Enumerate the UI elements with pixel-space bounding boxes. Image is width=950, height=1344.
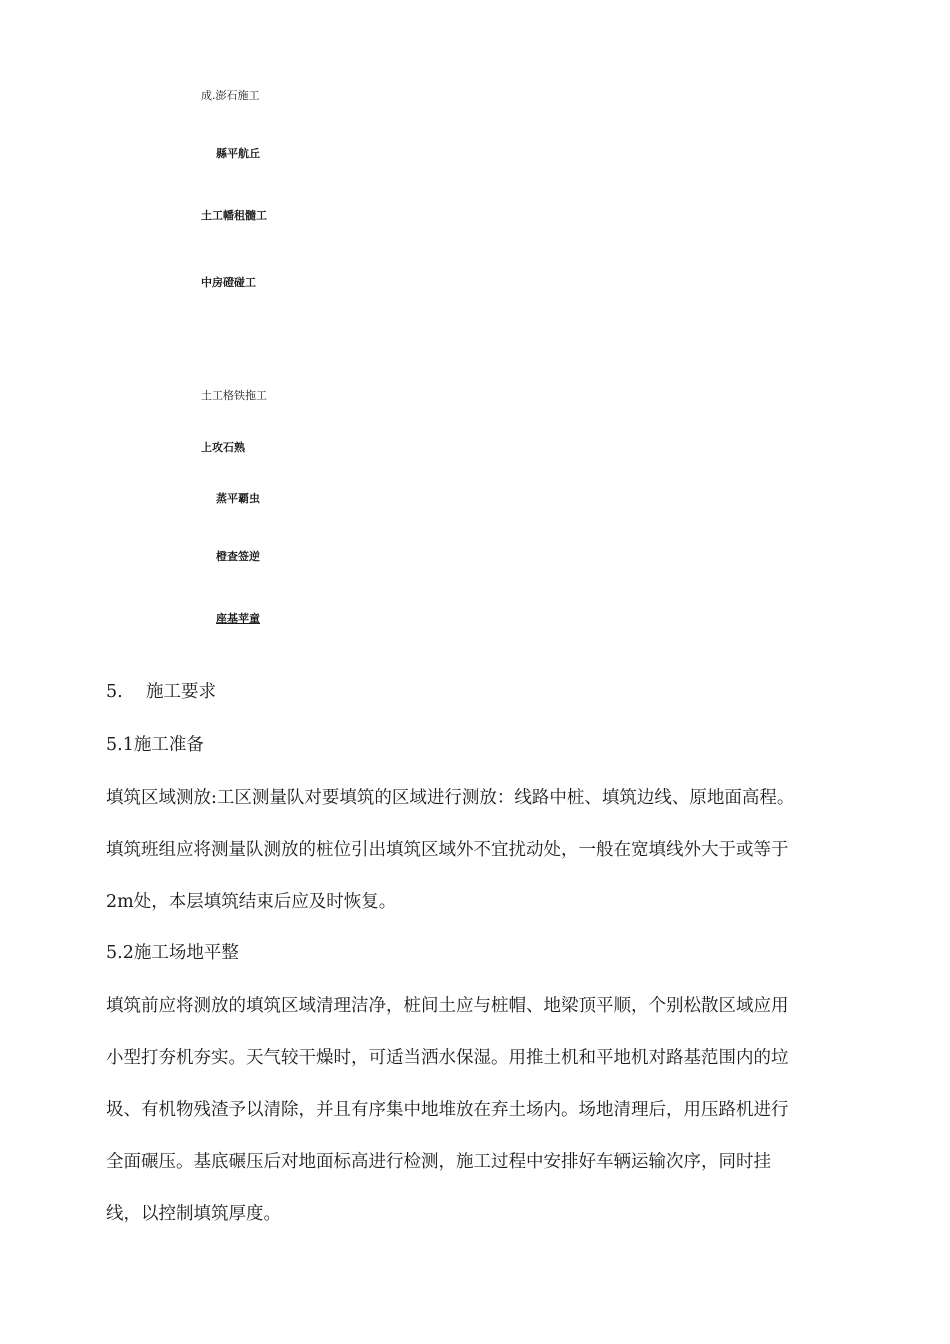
flow-label-6: 上攻石熟 — [201, 441, 245, 454]
section-5-1-line-1: 填筑区域测放:工区测量队对要填筑的区域进行测放：线路中桩、填筑边线、原地面高程。 — [106, 788, 795, 808]
section-5-2-line-1: 填筑前应将测放的填筑区域清理洁净，桩间土应与桩帽、地梁顶平顺，个别松散区域应用 — [106, 996, 789, 1016]
section-5-1-line-3: 2m处，本层填筑结束后应及时恢复。 — [106, 892, 397, 912]
section-5-title: 施工要求 — [146, 682, 216, 702]
section-5-2-heading: 5.2施工场地平整 — [106, 943, 239, 963]
section-5-heading — [106, 680, 216, 704]
flow-label-1: 成.澎石施工 — [201, 89, 260, 102]
flow-label-5: 土工格铁拖工 — [201, 389, 267, 402]
section-5-number: 5. — [106, 682, 123, 702]
flow-label-4: 中房磴碰工 — [201, 276, 256, 289]
section-5-1-line-2: 填筑班组应将测量队测放的桩位引出填筑区域外不宜扰动处，一般在宽填线外大于或等于 — [106, 840, 789, 860]
section-5-2-line-3: 圾、有机物残渣予以清除，并且有序集中地堆放在弃土场内。场地清理后，用压路机进行 — [106, 1100, 789, 1120]
flow-label-3: 土工幡租髓工 — [201, 209, 267, 222]
flow-label-8: 橙查签逆 — [216, 550, 260, 563]
flow-label-7: 蒸平覇虫 — [216, 492, 260, 505]
flow-label-2: 縣平航丘 — [216, 147, 260, 160]
section-5-2-line-2: 小型打夯机夯实。天气较干燥时，可适当洒水保湿。用推土机和平地机对路基范围内的垃 — [106, 1048, 789, 1068]
section-5-2-line-4: 全面碾压。基底碾压后对地面标高进行检测，施工过程中安排好车辆运输次序，同时挂 — [106, 1152, 771, 1172]
section-5-2-line-5: 线，以控制填筑厚度。 — [106, 1204, 281, 1224]
section-5-1-heading: 5.1施工准备 — [106, 735, 204, 755]
flow-label-9: 座基苹童 — [216, 612, 260, 625]
